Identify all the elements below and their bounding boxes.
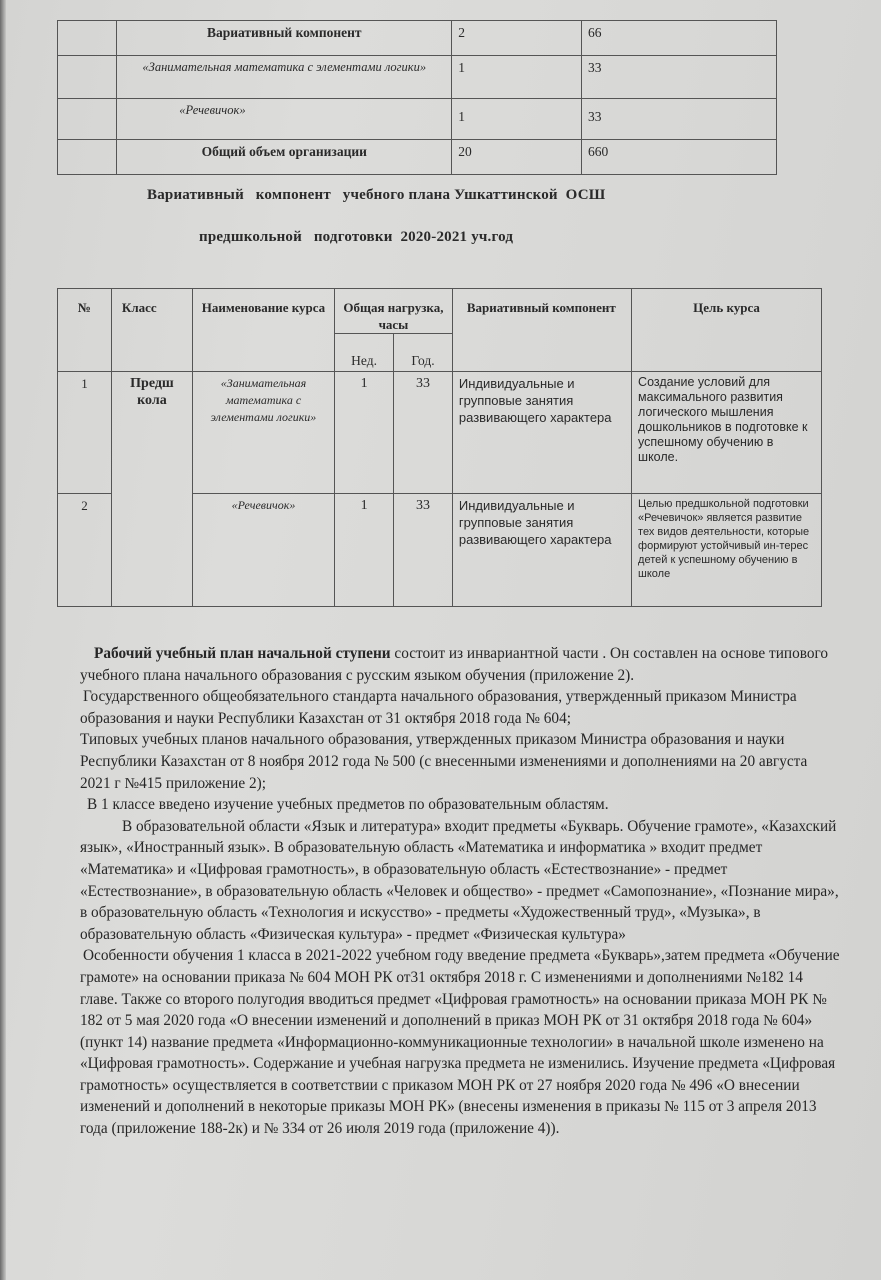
header-total-load: Общая нагрузка, часы <box>335 289 453 334</box>
row-label: Общий объем организации <box>117 140 452 175</box>
paragraph-intro <box>80 643 840 686</box>
table-cell-empty <box>58 140 117 175</box>
weekly-hours: 2 <box>452 21 582 56</box>
row-num: 2 <box>58 494 112 607</box>
paragraph-features: Особенности обучения 1 класса в 2021-2022 учебном году введение предмета «Букварь»,затем предмета «Обучение грамоте» на основании приказа № 604 МОН РК от31 октября 2018 г. С изменениями и дополнениями №182 14 главе. Также со второго полугодия вводиться предмет «Цифровая грамотность» на основании приказа МОН РК № 182 от 5 мая 2020 года «О внесении изменений и дополнений в приказ МОН РК от 31 октября 2018 года № 604» (пункт 14) название предмета «Информационно-коммуникационные технологии» в начальной школе изменено на «Цифровая грамотность». Содержание и учебная нагрузка предмета не изменились. Изучение предмета «Цифровая грамотность» осуществляется в соответствии с приказом МОН РК от 27 ноября 2020 года № 496 «О внесении изменений и дополнений в некоторые приказы МОН РК» (внесены изменения в приказы № 115 от 3 апреля 2013 года (приложение 188-2к) и № 334 от 26 июля 2019 года (приложение 4)). <box>80 947 840 1138</box>
table-cell-empty <box>58 56 117 99</box>
paragraph-standard: Государственного общеобязательного стандарта начального образования, утвержденный приказом Министра образования и науки Республики Казахстан от 31 октября 2018 года № 604; <box>80 688 797 727</box>
yearly-hours: 33 <box>394 372 453 494</box>
document-body <box>80 643 840 1140</box>
row-label: Вариативный компонент <box>117 21 452 56</box>
course-goal: Целью предшкольной подготовки «Речевичок» является развитие тех видов деятельности, которые формируют устойчивый ин-терес детей к успешному обучению в школе <box>632 494 822 607</box>
header-class: Класс <box>111 289 192 372</box>
section-title-line1: Вариативный компонент учебного плана Ушкаттинской ОСШ <box>147 187 606 203</box>
course-goal: Создание условий для максимального развития логического мышления дошкольников в подготовке к успешному обучению в школе. <box>632 372 822 494</box>
class-value: Предш кола <box>111 372 192 607</box>
header-goal: Цель курса <box>632 289 822 372</box>
yearly-hours: 33 <box>581 99 776 140</box>
paragraph-subject-areas: В образовательной области «Язык и литература» входит предметы «Букварь. Обучение грамоте», «Казахский язык», «Иностранный язык». В образовательную область «Математика и информатика » входит предмет «Математика» и «Цифровая грамотность», в образовательную область «Естествознание» - предмет «Естествознание», в образовательную область «Человек и общество» - предмет «Самопознание», «Познание мира», в образовательную область «Технология и искусство» - предметы «Художественный труд», «Музыка», в образовательную область «Физическая культура» - предмет «Физическая культура» <box>80 817 839 943</box>
header-num: № <box>58 289 112 372</box>
table-cell-empty <box>58 21 117 56</box>
paragraph-text: состоит из инвариантной части . Он составлен на основе типового учебного плана начального образования с русским языком обучения (приложение 2). <box>80 645 829 684</box>
row-label: «Речевичок» <box>117 99 452 140</box>
weekly-hours: 1 <box>452 56 582 99</box>
header-course-name: Наименование курса <box>192 289 334 372</box>
row-num: 1 <box>58 372 112 494</box>
header-yearly: Год. <box>394 334 453 372</box>
header-variative: Вариативный компонент <box>452 289 631 372</box>
yearly-hours: 66 <box>581 21 776 56</box>
weekly-hours: 1 <box>452 99 582 140</box>
table-row <box>58 372 822 494</box>
variative-summary-table <box>57 20 777 175</box>
yearly-hours: 33 <box>394 494 453 607</box>
course-name: «Речевичок» <box>192 494 334 607</box>
table-row <box>58 56 777 99</box>
weekly-hours: 20 <box>452 140 582 175</box>
table-row <box>58 21 777 56</box>
table-header-row <box>58 289 822 334</box>
page-edge-shadow <box>0 0 6 1280</box>
header-weekly: Нед. <box>335 334 394 372</box>
weekly-hours: 1 <box>335 494 394 607</box>
paragraph-grade1: В 1 классе введено изучение учебных предметов по образовательным областям. <box>87 796 609 814</box>
yearly-hours: 33 <box>581 56 776 99</box>
weekly-hours: 1 <box>335 372 394 494</box>
paragraph-lead: Рабочий учебный план начальной ступени <box>94 645 391 662</box>
yearly-hours: 660 <box>581 140 776 175</box>
variative-component: Индивидуальные и групповые занятия развивающего характера <box>452 372 631 494</box>
course-name: «Занимательная математика с элементами логики» <box>192 372 334 494</box>
table-row <box>58 140 777 175</box>
preschool-variative-table <box>57 288 822 607</box>
section-title-line2: предшкольной подготовки 2020-2021 уч.год <box>199 229 514 245</box>
row-label: «Занимательная математика с элементами логики» <box>117 56 452 99</box>
variative-component: Индивидуальные и групповые занятия развивающего характера <box>452 494 631 607</box>
table-row <box>58 99 777 140</box>
paragraph-typical-plans: Типовых учебных планов начального образования, утвержденных приказом Министра образования и науки Республики Казахстан от 8 ноября 2012 года № 500 (с внесенными изменениями и дополнениями на 20 августа 2021 г №415 приложение 2); <box>80 731 808 792</box>
table-cell-empty <box>58 99 117 140</box>
